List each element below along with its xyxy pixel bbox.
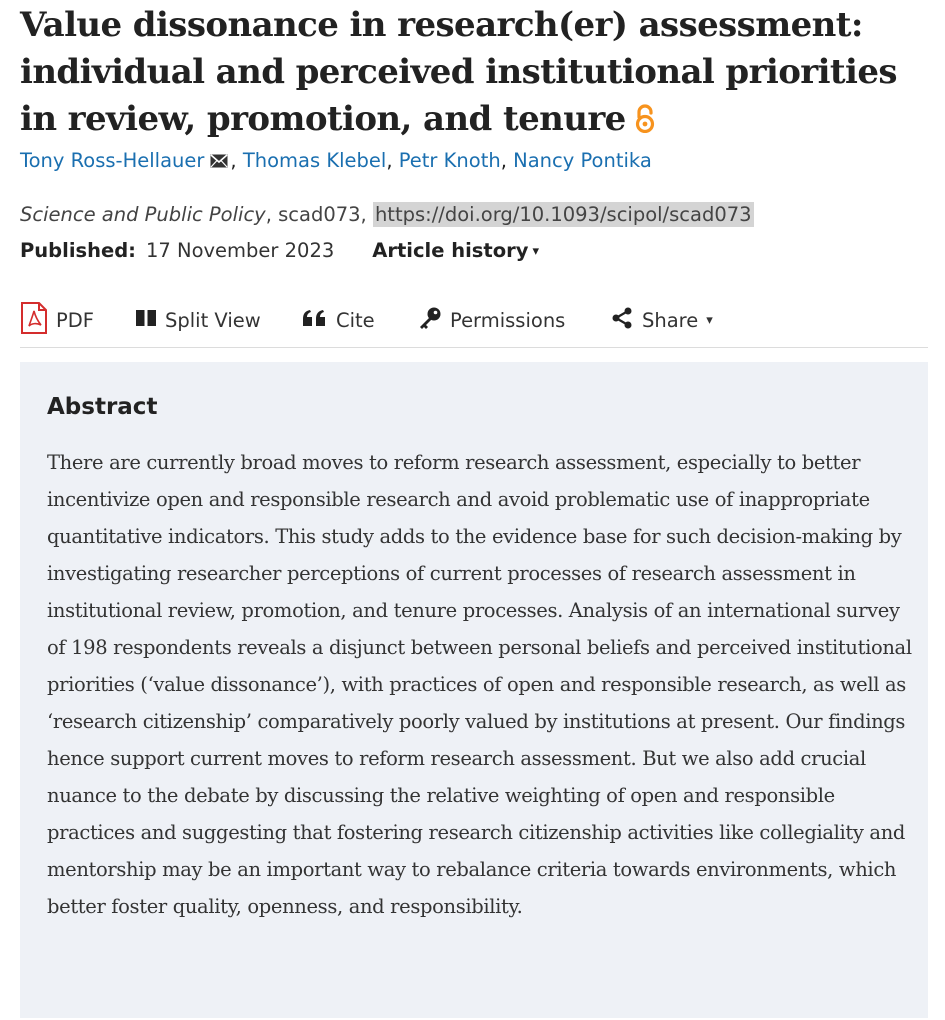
article-title-text: Value dissonance in research(er) assessment: individual and perceived institutional priorities in review, promotion, and tenure	[20, 5, 897, 139]
open-access-lock-icon	[634, 99, 656, 146]
author-link-ross-hellauer[interactable]: Tony Ross-Hellauer	[20, 149, 205, 172]
pdf-icon	[20, 301, 48, 340]
cite-button[interactable]	[302, 300, 375, 340]
author-link-klebel[interactable]: Thomas Klebel	[242, 149, 387, 172]
split-view-icon	[135, 309, 157, 332]
article-id: , scad073,	[265, 203, 373, 226]
author-separator: ,	[500, 149, 507, 172]
pdf-button[interactable]	[20, 300, 94, 340]
doi-link[interactable]: https://doi.org/10.1093/scipol/scad073	[374, 203, 752, 226]
journal-name: Science and Public Policy	[20, 203, 266, 226]
envelope-icon[interactable]	[210, 147, 228, 177]
split-view-button[interactable]	[135, 300, 261, 340]
abstract-section	[20, 362, 928, 1018]
author-link-knoth[interactable]: Petr Knoth	[398, 149, 501, 172]
publication-info	[20, 236, 539, 266]
permissions-label: Permissions	[450, 308, 566, 332]
caret-down-icon: ▾	[706, 312, 713, 328]
share-dropdown[interactable]	[610, 300, 713, 340]
key-icon	[418, 306, 442, 335]
share-icon	[610, 306, 634, 335]
article-history-label: Article history	[372, 239, 529, 262]
pdf-label: PDF	[56, 308, 94, 332]
author-list	[20, 146, 652, 176]
author-link-pontika[interactable]: Nancy Pontika	[513, 149, 652, 172]
article-title	[20, 2, 925, 146]
published-label: Published:	[20, 239, 136, 262]
cite-label: Cite	[336, 308, 375, 332]
published-date: 17 November 2023	[145, 239, 335, 262]
author-separator: ,	[230, 149, 237, 172]
article-history-toggle[interactable]	[372, 239, 539, 262]
abstract-heading: Abstract	[47, 394, 158, 420]
quote-icon	[302, 309, 328, 332]
split-view-label: Split View	[165, 308, 261, 332]
author-separator: ,	[386, 149, 393, 172]
share-label: Share	[642, 308, 699, 332]
permissions-button[interactable]	[418, 300, 565, 340]
caret-down-icon: ▾	[532, 244, 539, 259]
abstract-text: There are currently broad moves to reform research assessment, especially to better incentivize open and responsible research and avoid problematic use of inappropriate quantitative indicators. This study adds to the evidence base for such decision-making by investigating researcher perceptions of current processes of research assessment in institutional review, promotion, and tenure processes. Analysis of an international survey of 198 respondents reveals a disjunct between personal beliefs and perceived institutional priorities (‘value dissonance’), with practices of open and responsible research, as well as ‘research citizenship’ comparatively poorly valued by institutions at present. Our findings hence support current moves to reform research assessment. But we also add crucial nuance to the debate by discussing the relative weighting of open and responsible practices and suggesting that fostering research citizenship activities like collegiality and mentorship may be an important way to rebalance criteria towards environments, which better foster quality, openness, and responsibility.	[47, 451, 912, 918]
citation-line	[20, 200, 754, 230]
article-toolbar	[20, 300, 928, 348]
